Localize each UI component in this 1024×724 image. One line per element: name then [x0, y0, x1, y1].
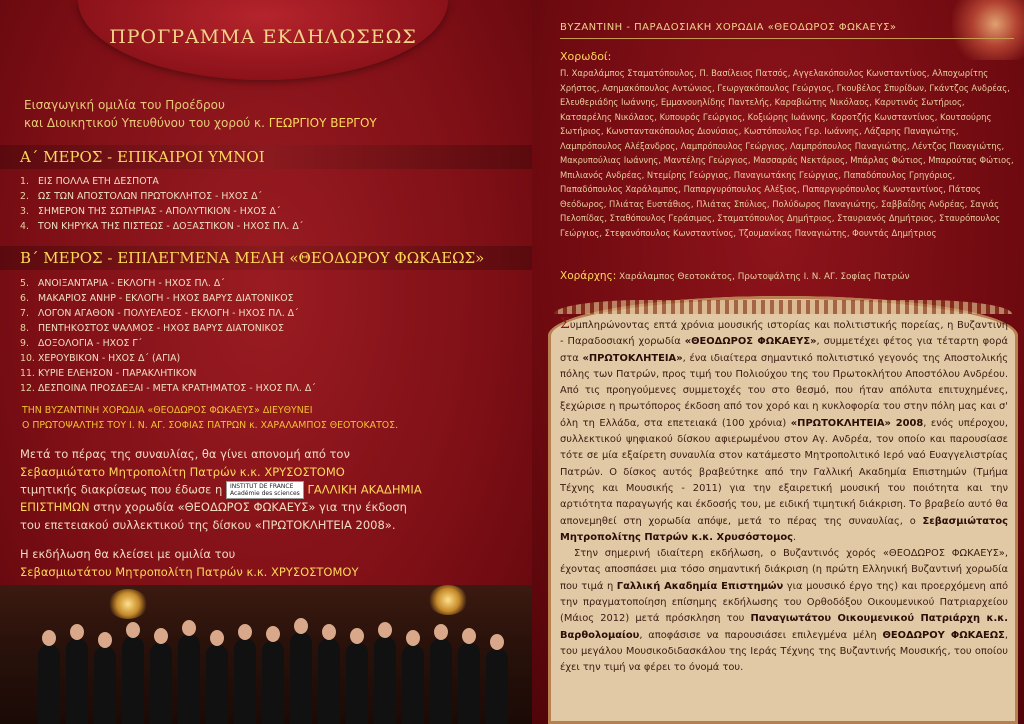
choir-member: [206, 644, 228, 724]
intro-name: ΓΕΩΡΓΙΟΥ ΒΕΡΓΟΥ: [268, 116, 377, 130]
program-item: [20, 321, 316, 336]
director-note-line-2: Ο ΠΡΩΤΟΨΑΛΤΗΣ ΤΟΥ Ι. Ν. ΑΓ. ΣΟΦΙΑΣ ΠΑΤΡΩΝ κ. ΧΑΡΑΛΑΜΠΟΣ ΘΕΟΤΟΚΑΤΟΣ.: [22, 420, 399, 431]
award-line-4: [20, 499, 520, 517]
history-text: [560, 316, 1008, 677]
award-paragraph: [20, 446, 520, 534]
section-b-title: Β΄ ΜΕΡΟΣ - ΕΠΙΛΕΓΜΕΝΑ ΜΕΛΗ «ΘΕΟΔΩΡΟΥ ΦΩΚΑΕΩΣ»: [20, 249, 485, 267]
program-item-title: ΔΕΣΠΟΙΝΑ ΠΡΟΣΔΕΞΑΙ - ΜΕΤΑ ΚΡΑΤΗΜΑΤΟΣ - ΗΧΟΣ ΠΛ. Δ΄: [38, 383, 316, 394]
program-item-title: ΛΟΓΟΝ ΑΓΑΘΟΝ - ΠΟΛΥΕΛΕΟΣ - ΕΚΛΟΓΗ - ΗΧΟΣ ΠΛ. Δ΄: [38, 308, 299, 319]
program-item-number: 3.: [20, 206, 29, 217]
program-item-number: 11.: [20, 368, 35, 379]
program-item: [20, 381, 316, 396]
academie-logo-line-2: Académie des sciences: [229, 490, 300, 497]
program-item-title: ΕΙΣ ΠΟΛΛΑ ΕΤΗ ΔΕΣΠΟΤΑ: [38, 176, 159, 187]
closing-line-2: Σεβασμιωτάτου Μητροπολίτη Πατρών κ.κ. ΧΡΥΣΟΣΤΟΜΟΥ: [20, 564, 359, 579]
p1-e: , ένα ιδιαίτερα σημαντικό πολιτιστικό γεγονός της Αποστολικής πόλης των Πατρών, προς τιμή του Πολιούχου της του Πρωτοκλήτου Αποστόλου Ανδρέου. Από τις προηγούμενες συμμετοχές του στο θεσμό, που ήταν απόλυτα επιτυχημένες, ξεχώρισε η πρωτόπορος έκδοση από τον χορό και η κυκλοφορία του στην πόλη μας και σ' όλη τη Ελλάδα, στα επετειακά (100 χρόνια): [560, 352, 1009, 429]
choir-member: [122, 636, 144, 724]
choir-member: [486, 648, 508, 724]
choir-photo: [0, 585, 532, 724]
program-title: ΠΡΟΓΡΑΜΜΑ ΕΚΔΗΛΩΣΕΩΣ: [109, 26, 417, 48]
choir-info-panel: [532, 0, 1024, 724]
p1-b: «ΘΕΟΔΩΡΟΣ ΦΩΚΑΕΥΣ»: [684, 336, 817, 348]
p2-b: Γαλλική Ακαδημία Επιστημών: [616, 580, 784, 592]
program-item: [20, 189, 303, 204]
program-item-title: ΩΣ ΤΩΝ ΑΠΟΣΤΟΛΩΝ ΠΡΩΤΟΚΛΗΤΟΣ - ΗΧΟΣ Δ΄: [38, 191, 263, 202]
program-item-number: 5.: [20, 278, 29, 289]
program-item: [20, 276, 316, 291]
header-divider: [560, 38, 1014, 39]
choir-member: [318, 638, 340, 724]
choir-member: [178, 634, 200, 724]
history-paragraph-2: [560, 546, 1008, 676]
award-line-3: [20, 481, 520, 499]
choir-director: [560, 270, 1014, 282]
arch-ornament-border: [554, 300, 1012, 314]
section-a-title: Α΄ ΜΕΡΟΣ - ΕΠΙΚΑΙΡΟΙ ΥΜΝΟΙ: [20, 148, 265, 166]
program-item: [20, 351, 316, 366]
academie-logo: [226, 481, 304, 499]
p2-e: , αποφάσισε να παρουσιάσει επιλεγμένα μέλη: [639, 629, 883, 641]
program-item-title: ΔΟΞΟΛΟΓΙΑ - ΗΧΟΣ Γ΄: [38, 338, 143, 349]
program-item-number: 7.: [20, 308, 29, 319]
program-item-number: 6.: [20, 293, 29, 304]
choir-member: [430, 638, 452, 724]
program-item-number: 2.: [20, 191, 29, 202]
program-item-title: ΜΑΚΑΡΙΟΣ ΑΝΗΡ - ΕΚΛΟΓΗ - ΗΧΟΣ ΒΑΡΥΣ ΔΙΑΤΟΝΙΚΟΣ: [38, 293, 294, 304]
program-item-title: ΑΝΟΙΞΑΝΤΑΡΙΑ - ΕΚΛΟΓΗ - ΗΧΟΣ ΠΛ. Δ΄: [38, 278, 225, 289]
choir-member: [234, 638, 256, 724]
choir-member: [374, 636, 396, 724]
drop-cap: Σ: [560, 316, 570, 332]
section-a-list: [20, 174, 303, 234]
section-b-list: [20, 276, 316, 396]
p1-i: .: [792, 531, 797, 543]
program-item: [20, 204, 303, 219]
academie-logo-line-1: INSTITUT DE FRANCE: [229, 483, 294, 490]
program-item-title: ΠΕΝΤΗΚΟΣΤΟΣ ΨΑΛΜΟΣ - ΗΧΟΣ ΒΑΡΥΣ ΔΙΑΤΟΝΙΚΟΣ: [38, 323, 284, 334]
closing-line-1: Η εκδήλωση θα κλείσει με ομιλία του: [20, 547, 236, 561]
program-item-number: 9.: [20, 338, 29, 349]
program-item: [20, 366, 316, 381]
p1-c: , συμμετέχει φέτος για τέταρτη φορά στα: [560, 336, 1008, 364]
award-academy-2: ΕΠΙΣΤΗΜΩΝ: [20, 500, 90, 514]
program-item-number: 8.: [20, 323, 29, 334]
p2-a: Στην σημερινή ιδιαίτερη εκδήλωση, ο Βυζαντινός χορός «ΘΕΟΔΩΡΟΣ ΦΩΚΑΕΥΣ», έχοντας αποσπάσει μια τόσο σημαντική διάκριση (η πρώτη Ελληνική Βυζαντινή χορωδία που τιμά η: [560, 548, 1008, 592]
p2-d: Παναγιωτάτου Οικουμενικού Πατριάρχη κ.κ. Βαρθολομαίου: [560, 613, 1008, 641]
director-note: [22, 403, 502, 433]
section-b-header: [0, 246, 532, 270]
chandelier-left: [108, 589, 148, 619]
choir-member: [290, 632, 312, 724]
award-line-1: Μετά το πέρας της συναυλίας, θα γίνει απονομή από τον: [20, 447, 350, 461]
p1-h: Σεβασμιώτατος Μητροπολίτης Πατρών κ.κ. Χρυσόστομος: [560, 515, 1008, 543]
choir-members-list: Π. Χαραλάμπος Σταματόπουλος, Π. Βασίλειος Πατσός, Αγγελακόπουλος Κωνσταντίνος, Αλποχωρίτης Χρήστος, Ασημακόπουλος Αντώνιος, Γεωργακόπουλος Γεώργιος, Γκουβέλος Σπυρίδων, Γκάντζος Ανδρέας, Ελευθεριάδης Ιωάννης, Εμμανουηλίδης Παντελής, Καραβιώτης Νικόλαος, Καρυτινός Σωτήριος, Κατσαρέλης Νικόλαος, Κυπουρός Γεώργιος, Κοξιώρης Ιωάννης, Κοροτζής Κωνσταντίνος, Κουτσούρης Σωτήριος, Κωνσταντακόπουλος Διονύσιος, Κωστόπουλος Γερ. Ιωάννης, Λάζαρης Παναγιώτης, Λαμπρόπουλος Αλέξανδρος, Λαμπρόπουλος Γεώργιος, Λαμπρόπουλος Παναγιώτης, Λέντζος Παναγιώτης, Μακρυπούλιας Ιωάννης, Μαντέλης Γεώργιος, Μασσαράς Νεκτάριος, Μπάρλας Φώτιος, Μπαρούτας Φώτιος, Μπιλιανός Ανδρέας, Ντεμίρης Γεώργιος, Παναγιωτάκης Γεώργιος, Παπαδόπουλος Γρηγόριος, Παπαδόπουλος Χαράλαμπος, Παπαργυρόπουλος Αλέξιος, Παπαργυρόπουλος Κωνσταντίνος, Πάτσος Θεόδωρος, Πλιάτας Ευστάθιος, Πλιάτας Σπύλιος, Πολύδωρος Παναγιώτης, Σαββαΐδης Ανδρέας, Σαγιάς Πελοπίδας, Σταθόπουλος Γεράσιμος, Σταματόπουλος Δημήτριος, Σταυριανός Δημήτριος, Σταυρόπουλος Γεώργιος, Στεφανόπουλος Κωνσταντίνος, Τζουμανίκας Παναγιώτης, Φουντάς Δημήτριος: [560, 68, 1014, 238]
program-item-number: 12.: [20, 383, 35, 394]
section-a-header: [0, 145, 532, 169]
p1-d: «ΠΡΩΤΟΚΛΗΤΕΙΑ»: [582, 352, 683, 364]
program-item-number: 10.: [20, 353, 35, 364]
program-item-number: 4.: [20, 221, 29, 232]
program-item: [20, 219, 303, 234]
director-note-line-1: ΤΗΝ ΒΥΖΑΝΤΙΝΗ ΧΟΡΩΔΙΑ «ΘΕΟΔΩΡΟΣ ΦΩΚΑΕΥΣ» ΔΙΕΥΘΥΝΕΙ: [22, 405, 313, 416]
intro-text: [24, 96, 494, 132]
choir-member: [458, 642, 480, 724]
choir-member: [346, 642, 368, 724]
byzantine-icon-image: [952, 0, 1024, 60]
p1-g: , ενός υπέροχου, συλλεκτικού ψηφιακού δίσκου αφιερωμένου στον Αγ. Ανδρέα, τον οποίο και παρουσίασε τότε σε μία εξαίρετη συναυλία στον κατάμεστο Μητροπολιτικό Ιερό ναό Ευαγγελιστρίας Πατρών. Ο δίσκος αυτός βραβεύτηκε από την Γαλλική Ακαδημία Επιστημών (Τμήμα Τέχνης και Μουσικής - 2011) για την εξαιρετική μουσική του ποιότητα και την αρτιότητα παραγωγής και έκδοσής του, με ειδική τιμητική διάκριση. Το βραβείο αυτό θα απονεμηθεί στη χορωδία απόψε, μετά το πέρας της συναυλίας, ο: [560, 417, 1008, 527]
p2-g: , του μεγάλου Μουσικοδιδασκάλου της Ιεράς Τέχνης της Βυζαντινής Μουσικής, του οποίου έχει την τιμή να φέρει το όνομά του.: [560, 629, 1008, 674]
p2-c: για μουσικό έργο της) και προερχόμενη από την πραγματοποίηση επίσημης εκδήλωσης του Ορθοδόξου Οικουμενικού Πατριαρχείου (Μάιος 2012) μετά πρόσκληση του: [560, 580, 1008, 625]
choir-member: [402, 644, 424, 724]
program-item-number: 1.: [20, 176, 29, 187]
history-paragraph-1: [560, 316, 1008, 546]
program-item-title: ΣΗΜΕΡΟΝ ΤΗΣ ΣΩΤΗΡΙΑΣ - ΑΠΟΛΥΤΙΚΙΟΝ - ΗΧΟΣ Δ΄: [38, 206, 281, 217]
program-item: [20, 336, 316, 351]
choir-member: [262, 640, 284, 724]
award-line-2: Σεβασμιώτατο Μητροπολίτη Πατρών κ.κ. ΧΡΥΣΟΣΤΟΜΟ: [20, 464, 345, 479]
p1-f: «ΠΡΩΤΟΚΛΗΤΕΙΑ» 2008: [790, 417, 924, 429]
award-line-5: του επετειακού συλλεκτικού της δίσκου «ΠΡΩΤΟΚΛΗΤΕΙΑ 2008».: [20, 517, 396, 532]
p2-f: ΘΕΟΔΩΡΟΥ ΦΩΚΑΕΩΣ: [882, 629, 1005, 641]
award-line-3-text: τιμητικής διακρίσεως που έδωσε η: [20, 482, 223, 497]
program-item-title: ΚΥΡΙΕ ΕΛΕΗΣΟΝ - ΠΑΡΑΚΛΗΤΙΚΟΝ: [38, 368, 197, 379]
program-item-title: ΤΟΝ ΚΗΡΥΚΑ ΤΗΣ ΠΙΣΤΕΩΣ - ΔΟΞΑΣΤΙΚΟΝ - ΗΧΟΣ ΠΛ. Δ΄: [38, 221, 304, 232]
award-academy: ΓΑΛΛΙΚΗ ΑΚΑΔΗΜΙΑ: [307, 482, 422, 497]
p1-a: υμπληρώνοντας επτά χρόνια μουσικής ιστορίας και πολιτιστικής πορείας, η Βυζαντινή - Παραδοσιακή χορωδία: [560, 320, 1008, 348]
program-item-title: ΧΕΡΟΥΒΙΚΟΝ - ΗΧΟΣ Δ΄ (ΑΓΙΑ): [38, 353, 181, 364]
choir-director-label: Χοράρχης:: [560, 270, 617, 282]
chandelier-right: [428, 585, 468, 615]
intro-line-2: [24, 114, 494, 132]
choir-member: [94, 646, 116, 724]
choir-header: ΒΥΖΑΝΤΙΝΗ - ΠΑΡΑΔΟΣΙΑΚΗ ΧΟΡΩΔΙΑ «ΘΕΟΔΩΡΟΣ ΦΩΚΑΕΥΣ»: [560, 22, 897, 33]
award-line-4-text: στην χορωδία «ΘΕΟΔΩΡΟΣ ΦΩΚΑΕΥΣ» για την έκδοση: [93, 500, 407, 514]
intro-line-2-text: και Διοικητικού Υπευθύνου του χορού κ.: [24, 116, 265, 130]
program-item: [20, 291, 316, 306]
program-item: [20, 306, 316, 321]
choir-member: [38, 644, 60, 724]
title-banner: [78, 0, 448, 80]
choir-member: [150, 642, 172, 724]
choir-members-label: Χορωδοί:: [560, 50, 612, 63]
program-item: [20, 174, 303, 189]
choir-member: [66, 638, 88, 724]
closing-paragraph: [20, 546, 520, 581]
choir-director-name: Χαράλαμπος Θεοτοκάτος, Πρωτοψάλτης Ι. Ν. ΑΓ. Σοφίας Πατρών: [619, 272, 910, 282]
intro-line-1: Εισαγωγική ομιλία του Προέδρου: [24, 98, 225, 112]
